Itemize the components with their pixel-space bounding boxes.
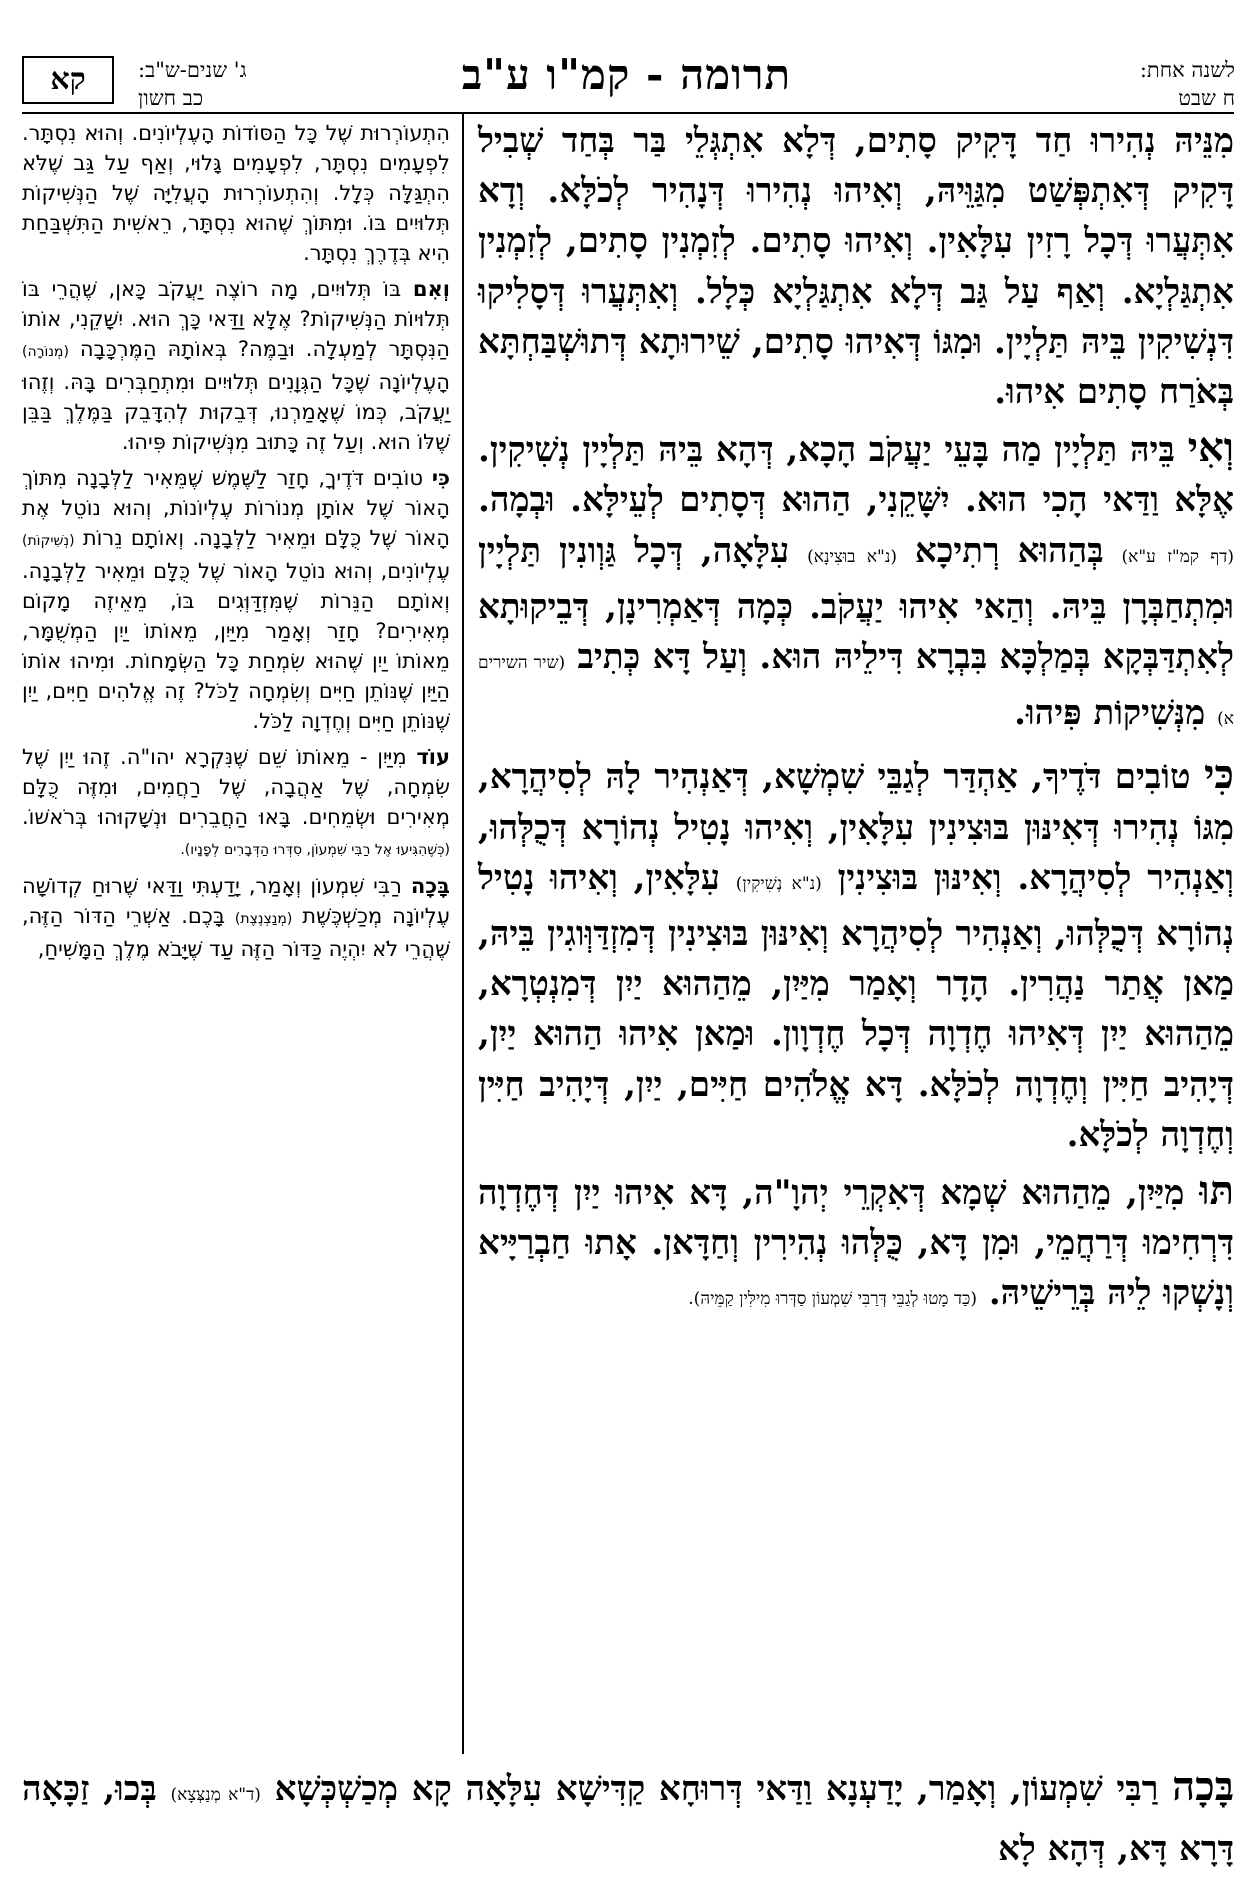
page-reference-note: (דף קמ"ז ע"א) <box>1121 546 1234 567</box>
header-rule <box>22 112 1234 114</box>
main-paragraph-3: כִּי טוֹבִים דֹּדֶיךָ, אַהְדַּר לְגַבֵּי שִׁמְשָׁא, דְּאַנְהִיר לָהּ לְסִיהֲרָא, מִגּוֹ נְהִירוּ דְּאִינּוּן בּוּצִינִין עִלָּאִין, וְאִיהוּ נָטִיל נְהוֹרָא דְּכֻלְּהוּ, וְאַנְהִיר לְסִיהֲרָא. וְאִינּוּן בּוּצִינִין (נ"א נְשִׁיקִין) עִלָּאִין, וְאִיהוּ נָטִיל נְהוֹרָא דְּכֻלְּהוּ, וְאַנְהִיר לְסִיהֲרָא וְאִינּוּן בּוּצִינִין דְּמִזְדַּוְּוגִין בֵּיהּ, מַאן אֲתַר נַהֲרִין. הָדָר וְאָמַר מִיַּיִן, מֵהַהוּא יַיִן דְּמִנְטְרָא, מֵהַהוּא יַיִן דְּאִיהוּ חֶדְוָה דְּכָל חֶדְוָון. וּמַאן אִיהוּ הַהוּא יַיִן, דְּיָהִיב חַיִּין וְחֶדְוָה לְכֹלָּא. דָּא אֱלֹהִים חַיִּים, יַיִן, דְּיָהִיב חַיִּין וְחֶדְוָה לְכֹלָּא. <box>478 751 1234 1155</box>
schedule-three-year-date: כב חשון <box>138 86 204 110</box>
schedule-one-year-date: ח שבט <box>1178 86 1235 110</box>
page-number-box: קא <box>22 56 114 104</box>
translation-paragraph-4: עוֹד מִיַּיִן - מֵאוֹתוֹ שֵׁם שֶׁנִּקְרָא יהו"ה. זֶהוּ יַיִן שֶׁל שִׂמְחָה, שֶׁל אַהֲבָה, שֶׁל רַחֲמִים, וּמִזֶּה כֻּלָּם מְאִירִים וּשְׂמֵחִים. בָּאוּ הַחֲבֵרִים וּנְשָׁקוּהוּ בְּרֹאשׁוֹ. (כְּשֶׁהִגִּיעוּ אֶל רַבִּי שִׁמְעוֹן, סִדְּרוּ הַדְּבָרִים לְפָנָיו). <box>22 745 450 858</box>
schedule-three-year-label: ג' שנים-ש"ב: <box>138 58 247 82</box>
main-paragraph-4: תּוּ מִיַּיִן, מֵהַהוּא שְׁמָא דְּאִקְרֵי יְהוָ"ה, דָּא אִיהוּ יַיִן דְּחֶדְוָה דִּרְחִימוּ דְּרַחֲמֵי, וּמִן דָּא, כֻּלְּהוּ נְהִירִין וְחַדָּאן. אָתוּ חַבְרַיָּיא וְנָשְׁקוּ לֵיהּ בְּרֵישֵׁיהּ. (כַּד מָטוּ לְגַבֵּי דְּרַבִּי שִׁמְעוֹן סַדְּרוּ מִילִּין קַמֵּיהּ). <box>478 1167 1234 1314</box>
main-aramaic-column <box>478 116 1234 1331</box>
main-paragraph-1: מִנֵּיהּ נְהִירוּ חַד דָּקִיק סָתִים, דְּלָא אִתְגְּלֵי בַּר בְּחַד שְׁבִיל דָּקִיק דְּאִתְפְּשַׁט מִגַּוֵּיהּ, וְאִיהוּ נְהִירוּ דְּנָהִיר לְכֹלָּא. וְדָא אִתְּעֲרוּ דְּכָל רָזִין עִלָּאִין. וְאִיהוּ סָתִים. לְזִמְנִין סָתִים, לְזִמְנִין אִתְגַּלְיָא. וְאַף עַל גַּב דְּלָא אִתְגַּלְיָא כְּלָל. וְאִתְּעֲרוּ דְּסָלִיקוּ דִּנְשִׁיקִין בֵּיהּ תַּלְיָין. וּמִגּוֹ דְּאִיהוּ סָתִים, שֵׁירוּתָא דְּתוּשְׁבַּחְתָּא בְּאֹרַח סָתִים אִיהוּ. <box>478 121 1234 413</box>
bottom-full-width-text: בָּכָה רַבִּי שִׁמְעוֹן, וְאָמַר, יָדַעְנָא וַדַּאי דְּרוּחָא קַדִּישָׁא עִלָּאָה קָא מְכַשְׁכְּשָׁא (ד"א מְנַצְּצָא) בְּכוּ, זַכָּאָה דָּרָא דָּא, דְּהָא לָא <box>22 1763 1234 1869</box>
page-header <box>0 0 1253 112</box>
translation-paragraph-5: בָּכָה רַבִּי שִׁמְעוֹן וְאָמַר, יָדַעְתִּי וַדַּאי שֶׁרוּחַ קְדוֹשָׁה עֶלְיוֹנָה מְכַשְׁכֶּשֶׁת (מְנַצְנֶצֶת) בָּכֶם. אַשְׁרֵי הַדּוֹר הַזֶּה, שֶׁהֲרֵי לֹא יִהְיֶה כַּדּוֹר הַזֶּה עַד שֶׁיָּבֹא מֶלֶךְ הַמָּשִׁיחַ, <box>22 874 450 961</box>
page-title: תרומה - קמ"ו ע"ב <box>461 50 792 99</box>
translation-paragraph-3: כִּי טוֹבִים דֹּדֶיךָ, חָזַר לַשֶּׁמֶשׁ שֶׁמֵּאִיר לַלְּבָנָה מִתּוֹךְ הָאוֹר שֶׁל אוֹתָן מְנוֹרוֹת עֶלְיוֹנוֹת, וְהוּא נוֹטֵל אֶת הָאוֹר שֶׁל כֻּלָּם וּמֵאִיר לַלְּבָנָה. וְאוֹתָם נֵרוֹת (נְשִׁיקוֹת) עֶלְיוֹנִים, וְהוּא נוֹטֵל הָאוֹר שֶׁל כֻּלָּם וּמֵאִיר לַלְּבָנָה. וְאוֹתָם הַנֵּרוֹת שֶׁמִּזְדַּוְּגִים בּוֹ, מֵאֵיזֶה מָקוֹם מְאִירִים? חָזַר וְאָמַר מִיַּיִן, מֵאוֹתוֹ יַיִן הַמְשֻׁמָּר, מֵאוֹתוֹ יַיִן שֶׁהוּא שִׂמְחַת כָּל הַשְּׂמָחוֹת. וּמִיהוּ אוֹתוֹ הַיַּיִן שֶׁנּוֹתֵן חַיִּים וְשִׂמְחָה לַכֹּל? זֶה אֱלֹהִים חַיִּים, יַיִן שֶׁנּוֹתֵן חַיִּים וְחֶדְוָה לַכֹּל. <box>22 466 450 733</box>
variant-note: (נ"א נְשִׁיקִין) <box>735 873 822 894</box>
column-divider <box>462 114 464 1754</box>
gloss-note: (כַּד מָטוּ לְגַבֵּי דְּרַבִּי שִׁמְעוֹן סַדְּרוּ מִילִּין קַמֵּיהּ). <box>688 1289 977 1310</box>
schedule-one-year-label: לשנה אחת: <box>1139 58 1235 82</box>
translation-paragraph-1: הִתְעוֹרְרוּת שֶׁל כָּל הַסּוֹדוֹת הָעֶלְיוֹנִים. וְהוּא נִסְתָּר. לִפְעָמִים נִסְתָּר, לִפְעָמִים גָּלוּי, וְאַף עַל גַּב שֶׁלֹּא הִתְגַּלָּה כְּלָל. וְהִתְעוֹרְרוּת הָעֲלִיָּה שֶׁל הַנְּשִׁיקוֹת תְּלוּיִים בּוֹ. וּמִתּוֹךְ שֶׁהוּא נִסְתָּר, רֵאשִׁית הַתִּשְׁבַּחַת הִיא בְּדֶרֶךְ נִסְתָּר. <box>22 121 450 265</box>
variant-note: (נ"א בוּצִינָא) <box>807 546 898 567</box>
variant-note: (ד"א מְנַצְּצָא) <box>170 1785 261 1805</box>
translation-column <box>22 118 450 970</box>
main-paragraph-2: וְאִי בֵּיהּ תַּלְיָין מַה בָּעֵי יַעֲקֹב הָכָא, דְּהָא בֵּיהּ תַּלְיָין נְשִׁיקִין. אֶלָּא וַדַּאי הָכִי הוּא. יִשָּׁקֵנִי, הַהוּא דְּסָתִים לְעֵילָּא. וּבְמָה. (דף קמ"ז ע"א) בְּהַהוּא רְתִיכָא (נ"א בוּצִינָא) עִלָּאָה, דְּכָל גַּוְונִין תַּלְיָין וּמִתְחַבְּרָן בֵּיהּ. וְהַאי אִיהוּ יַעֲקֹב. כְּמָה דְּאַמְרִינָן, דְּבֵיקוּתָא לְאִתְדַּבְּקָא בְּמַלְכָּא בִּבְרָא דִּילֵיהּ הוּא. וְעַל דָּא כְּתִיב (שיר השירים א) מִנְּשִׁיקוֹת פִּיהוּ. <box>478 424 1235 734</box>
translation-paragraph-2: וְאִם בּוֹ תְּלוּיִים, מָה רוֹצֶה יַעֲקֹב כָּאן, שֶׁהֲרֵי בּוֹ תְּלוּיוֹת הַנְּשִׁיקוֹת? אֶלָּא וַדַּאי כָּךְ הוּא. יִשָּׁקֵנִי, אוֹתוֹ הַנִּסְתָּר לְמַעְלָה. וּבַמֶּה? בְּאוֹתָהּ הַמֶּרְכָּבָה (מְנוֹרָה) הָעֶלְיוֹנָה שֶׁכָּל הַגְּוָנִים תְּלוּיִים וּמִתְחַבְּרִים בָּהּ. וְזֶהוּ יַעֲקֹב, כְּמוֹ שֶׁאָמַרְנוּ, דְּבֵקוּת לְהִדָּבֵק בַּמֶּלֶךְ בַּבֵּן שֶׁלּוֹ הוּא. וְעַל זֶה כָּתוּב מִנְּשִׁיקוֹת פִּיהוּ. <box>22 277 450 454</box>
source-note: (שיר השירים א) <box>478 653 1234 730</box>
